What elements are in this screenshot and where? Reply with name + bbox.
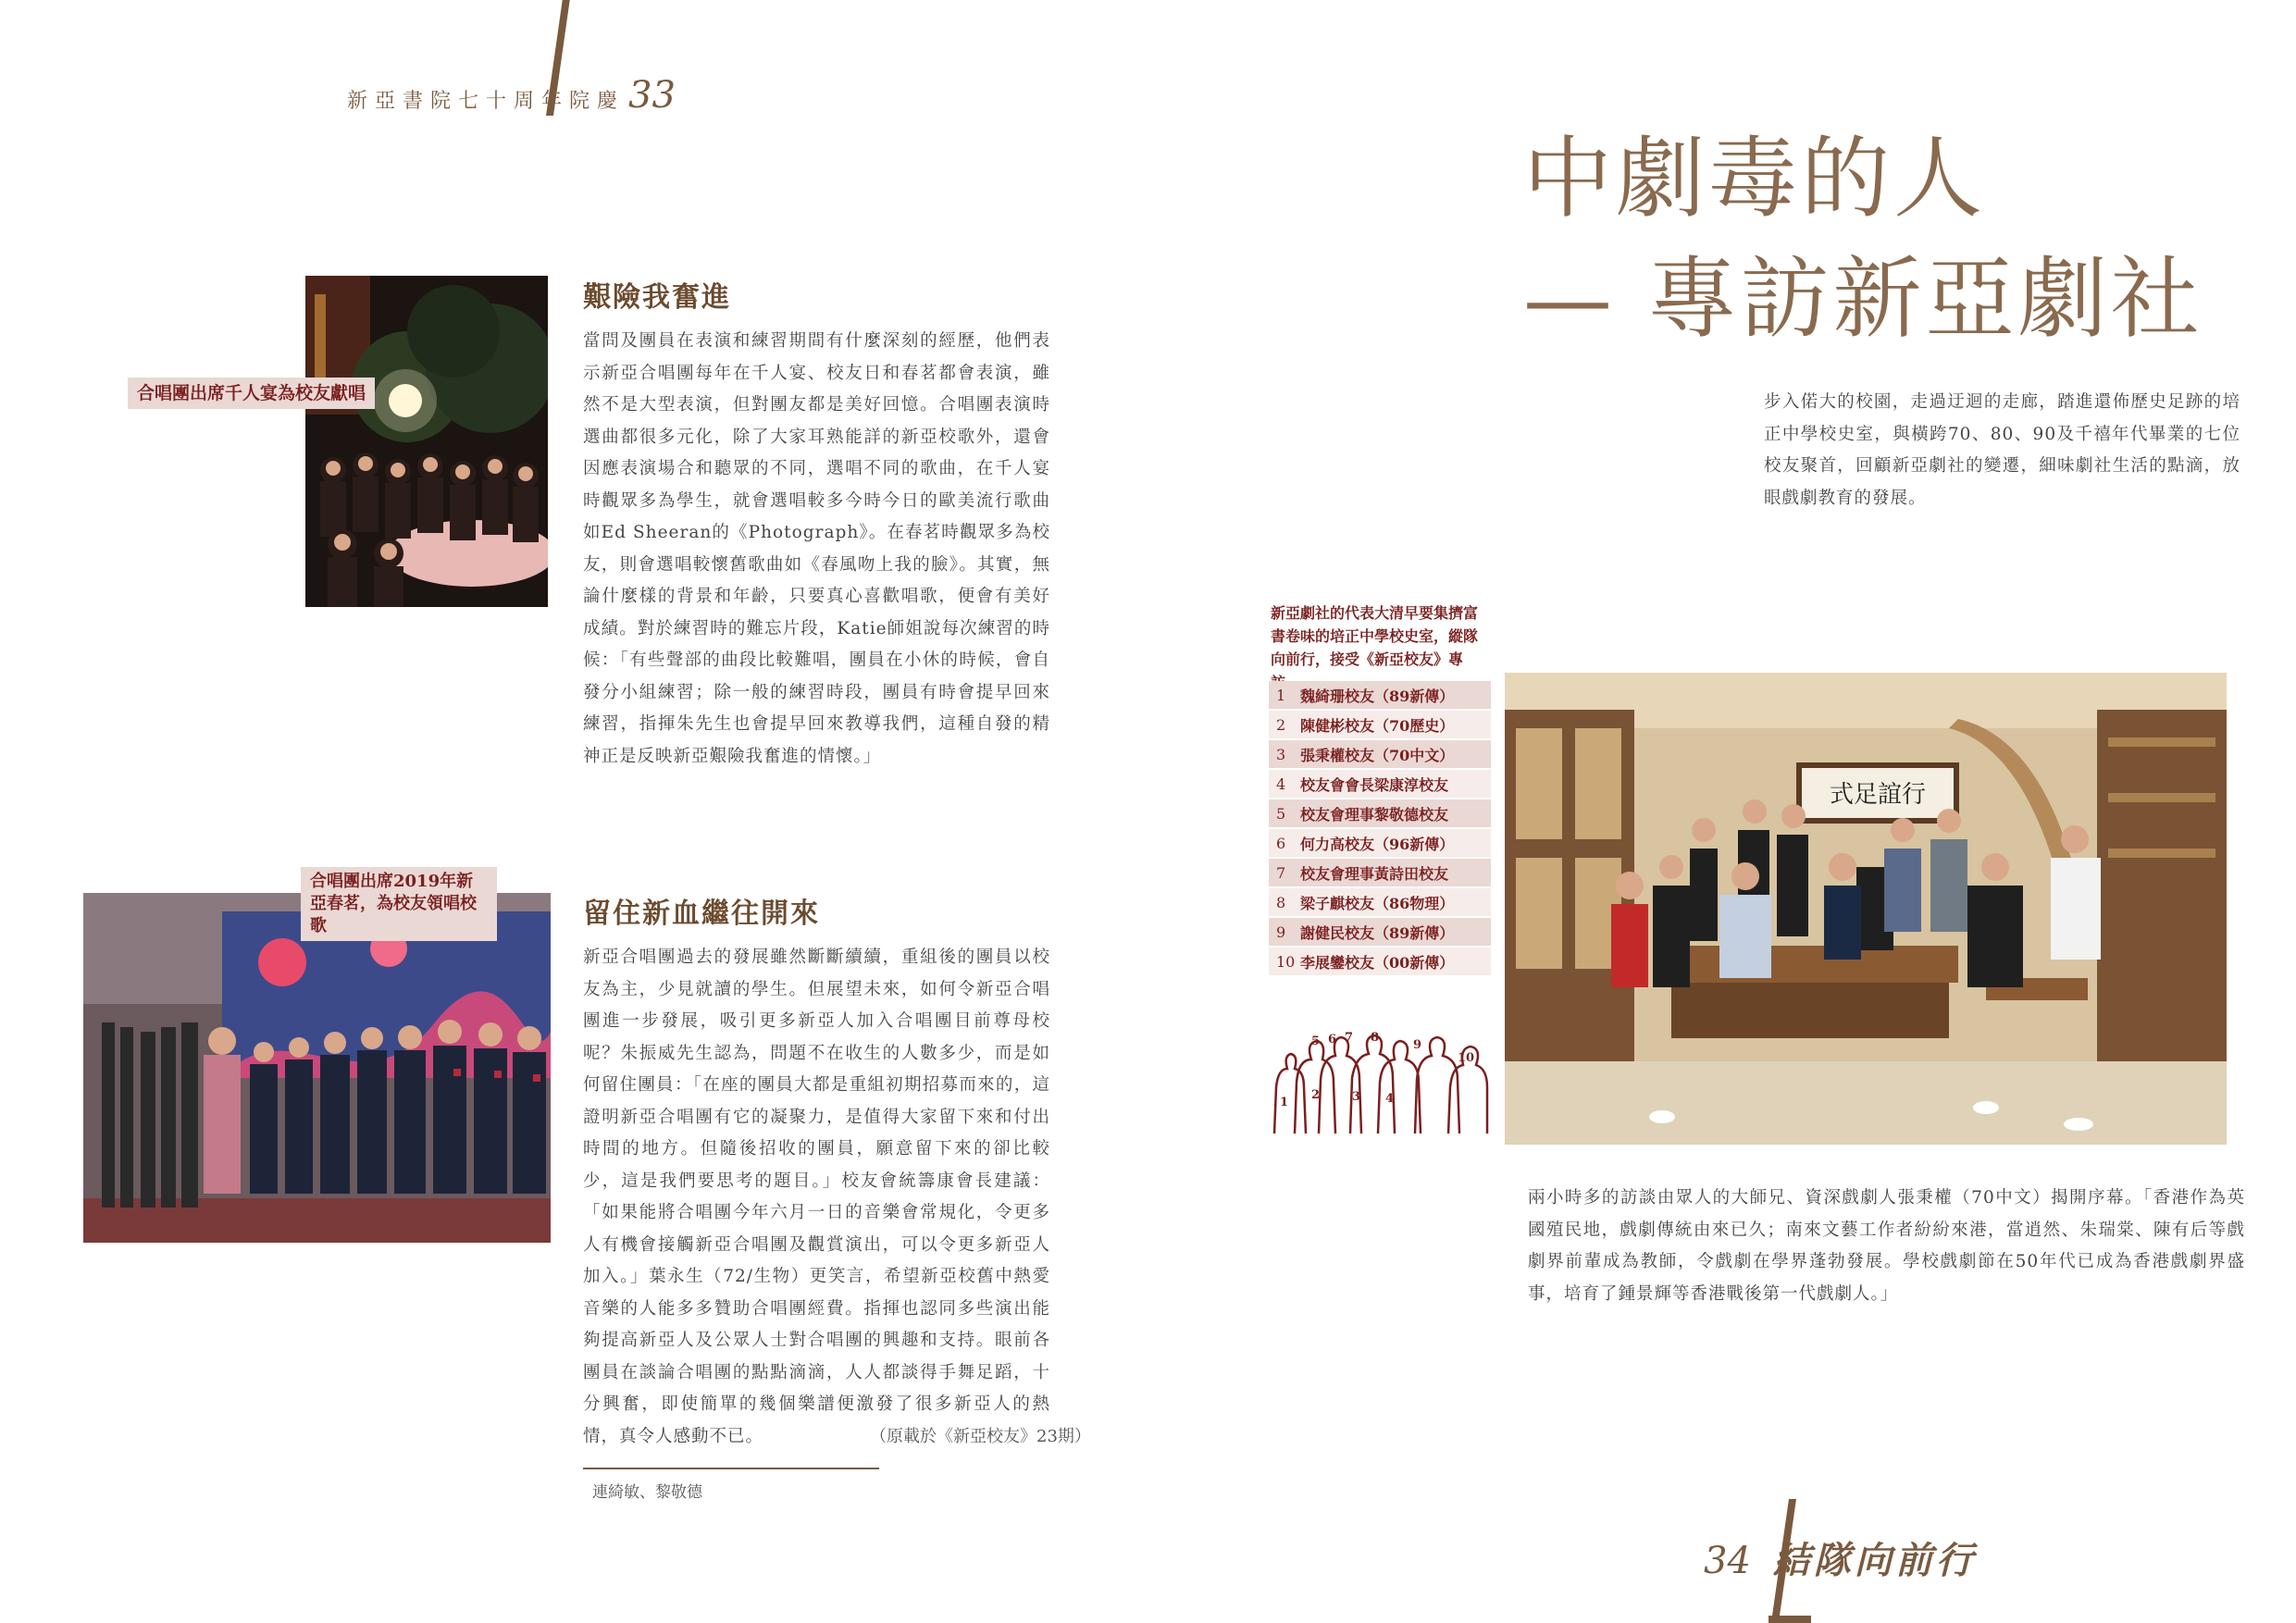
person-name: 何力高校友（96新傳）: [1300, 835, 1455, 853]
photo-banner-text: 式足誼行: [1829, 781, 1927, 809]
group-photo-caption: 新亞劇社的代表大清早要集擠富書卷味的培正中學校史室，縱隊向前行，接受《新亞校友》專: [1271, 604, 1479, 668]
person-name: 梁子麒校友（86物理）: [1300, 894, 1455, 912]
silhouette-label: 1: [1280, 1096, 1289, 1109]
name-row: [1269, 888, 1491, 918]
divider-rule: [583, 1468, 879, 1469]
silhouette-label: 8: [1371, 1031, 1380, 1045]
name-row: [1269, 948, 1491, 977]
article-title: [1523, 128, 2203, 350]
title-line-1: 中劇毒的人: [1523, 127, 1986, 230]
name-row: [1269, 711, 1491, 740]
choir-stage-photo: [83, 893, 551, 1243]
section2-body: 新亞合唱團過去的發展雖然斷斷續續，重組後的團員以校友為主，少見就讀的學生。但展望未來，如何令新亞合唱團進一步發展，吸引更多新亞人加入合唱團目前尊母校呢？朱振威先生認為，問題不在收生的人數多少，而是如何留住團員：「在座的團員大都是重組初期招募而來的，這證明新亞合唱團有它的凝聚力，是值得大家留下來和付出時間的地方。但隨後招收的團員，願意留下來的卻比較少，這是我們要思考的題目。」校友會統籌康會長建議：「如果能將合唱團今年六月一日的音樂會常規化，令更多人有機會接觸新亞合唱團及觀賞演出，可以令更多新亞人加入。」葉永生（72/生物）更笑言，希望新亞校舊中熱愛音樂的人能多多贊助合唱團經費。指揮也認同多些演出能夠提高新亞人及公眾人士對合唱團的興趣和支持。眼前各團員在談論合唱團的點點滴滴，人人都談得手舞足蹈，十分興奮，即使簡單的幾個樂譜便激發了很多新亞人的熱情，真令人感動不已。: [583, 948, 1050, 1446]
name-number: 9: [1276, 923, 1286, 941]
person-name: 陳健彬校友（70歷史）: [1300, 716, 1455, 735]
section1-body: 當問及團員在表演和練習期間有什麼深刻的經歷，他們表示新亞合唱團每年在千人宴、校友日和春茗都會表演，雖然不是大型表演，但對團友都是美好回憶。合唱團表演時選曲都很多元化，除了大家耳熟能詳的新亞校歌外，還會因應表演場合和聽眾的不同，選唱不同的歌曲，在千人宴時觀眾多為學生，就會選唱較多今時今日的歐美流行歌曲如Ed Sheeran的《Photograph》。在春茗時觀眾多為校友，則會選唱較懷舊歌曲如《春風吻上我的臉》。其實，無論什麼樣的背景和年齡，只要真心喜歡唱歌，便會有美好成績。對於練習時的難忘片段，Katie師姐說每次練習的時候：「有些聲部的曲段比較難唱，團員在小休的時候，會自發分小組練習；除一般的練習時段，團員有時會提早回來練習，指揮朱先生也會提早回來教導我們，這種自發的精神正是反映新亞艱險我奮進的情懷。」: [583, 331, 1050, 766]
person-name: 李展鑾校友（00新傳）: [1300, 953, 1455, 972]
person-name: 校友會會長梁康淳校友: [1300, 775, 1449, 794]
silhouette-label: 9: [1413, 1038, 1422, 1052]
banquet-photo-caption: 合唱團出席千人宴為校友獻唱: [128, 378, 375, 409]
silhouette-label: 10: [1458, 1051, 1475, 1065]
name-number: 5: [1276, 804, 1286, 823]
person-name: 校友會理事黃詩田校友: [1300, 864, 1449, 883]
closing-paragraph: 兩小時多的訪談由眾人的大師兄、資深戲劇人張秉權（70中文）揭開序幕。「香港作為英國殖民地，戲劇傳統由來已久；南來文藝工作者紛紛來港，當逍然、朱瑞棠、陳有后等戲劇界前輩成為教師，令戲劇在學界蓬勃發展。學校戲劇節在50年代已成為香港戲劇界盛事，培育了鍾景輝等香港戰後第一代戲劇人。」: [1528, 1188, 2245, 1304]
running-title: 新亞書院七十周年院慶: [347, 90, 626, 113]
name-row: [1269, 859, 1491, 888]
person-name: 校友會理事黎敬德校友: [1300, 805, 1449, 824]
person-name: 魏綺珊校友（89新傳）: [1300, 687, 1455, 705]
name-number: 8: [1276, 893, 1286, 911]
name-row: [1269, 740, 1491, 770]
name-row: [1269, 799, 1491, 829]
running-header: [347, 74, 676, 117]
name-number: 6: [1276, 834, 1286, 852]
silhouette-label: 2: [1311, 1088, 1321, 1102]
byline: 連綺敏、黎敬德: [592, 1483, 702, 1502]
name-row: [1269, 829, 1491, 859]
right-page: [1148, 0, 2296, 1623]
name-number: 10: [1276, 952, 1296, 971]
silhouette-label: 5: [1311, 1035, 1321, 1048]
name-number: 3: [1276, 745, 1286, 763]
banquet-photo: [305, 276, 548, 607]
title-line-2: — 專訪新亞劇社: [1523, 247, 2203, 351]
page-number: 33: [628, 74, 676, 117]
person-name: 謝健民校友（89新傳）: [1300, 923, 1455, 942]
section2-heading: 留住新血繼往開來: [583, 898, 820, 930]
name-number: 4: [1276, 774, 1286, 793]
page-number: 34: [1704, 1540, 1751, 1582]
name-row: [1269, 681, 1491, 711]
section1-heading: 艱險我奮進: [583, 281, 731, 314]
running-footer: [1704, 1531, 1977, 1584]
footer-title: 結隊向前行: [1772, 1539, 1977, 1582]
name-number: 1: [1276, 686, 1286, 704]
silhouette-key-diagram: [1267, 995, 1489, 1143]
name-row: [1269, 918, 1491, 948]
source-note: （原載於《新亞校友》23期）: [870, 1427, 1091, 1446]
silhouette-label: 6: [1328, 1033, 1337, 1047]
name-number: 7: [1276, 863, 1286, 882]
name-number: 2: [1276, 715, 1286, 734]
intro-paragraph: 步入偌大的校園，走過迂迴的走廊，踏進還佈歷史足跡的培正中學校史室，與橫跨70、80、90及千禧年代畢業的七位校友聚首，回顧新亞劇社的變遷，細味劇社生活的點滴，放眼戲劇教育的發展。: [1764, 392, 2240, 508]
silhouette-label: 4: [1385, 1092, 1395, 1106]
name-list: [1269, 681, 1491, 977]
silhouette-label: 3: [1352, 1090, 1361, 1104]
name-row: [1269, 770, 1491, 799]
choir-photo-caption: 合唱團出席2019年新亞春茗，為校友領唱校歌: [301, 867, 497, 941]
person-name: 張秉權校友（70中文）: [1300, 746, 1455, 764]
silhouette-label: 7: [1345, 1031, 1354, 1045]
drama-society-group-photo: [1505, 673, 2227, 1145]
